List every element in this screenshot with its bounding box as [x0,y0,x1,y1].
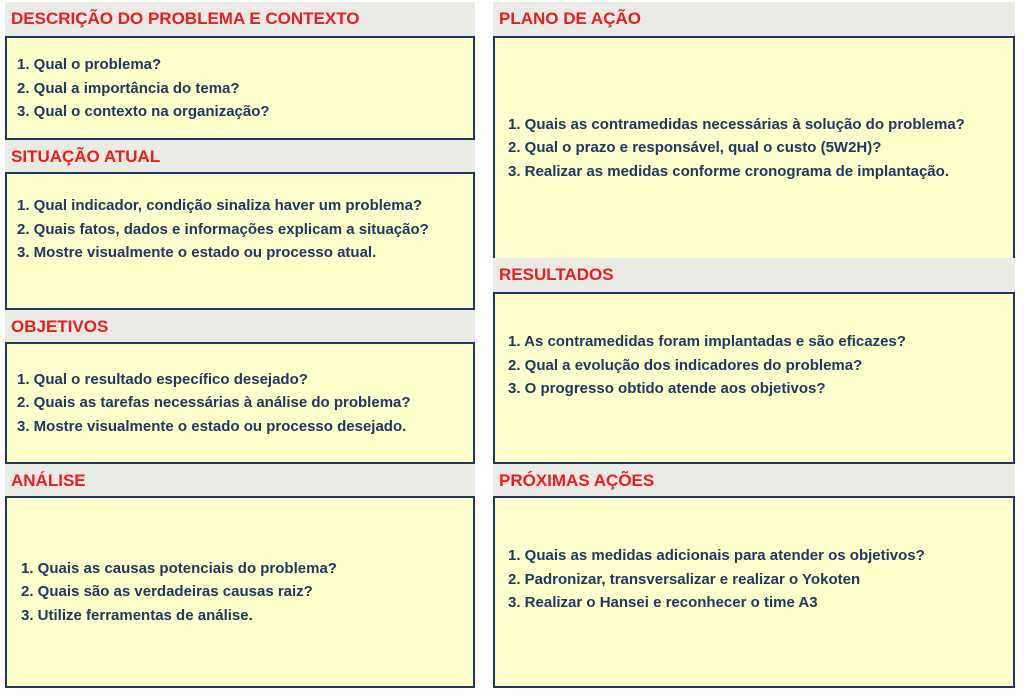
list-item: 1. As contramedidas foram implantadas e são eficazes? [508,333,906,350]
list-item: 1. Quais as contramedidas necessárias à solução do problema? [508,115,965,133]
list-item: 3. Utilize ferramentas de análise. [21,606,253,624]
section-header [493,2,1015,36]
next-actions-box [493,496,1015,688]
section-results [493,258,1015,292]
section-title: ANÁLISE [11,471,86,490]
list-item: 3. O progresso obtido atende aos objetivos? [508,380,826,397]
list-item: 2. Quais são as verdadeiras causas raiz? [21,583,313,601]
section-header [5,2,475,36]
objectives-box [5,342,475,464]
list-item: 3. Realizar as medidas conforme cronograma de implantação. [508,162,949,180]
section-problem-description [5,2,475,36]
section-title: OBJETIVOS [11,317,109,336]
results-box [493,292,1015,464]
section-title: PRÓXIMAS AÇÕES [499,471,655,490]
section-title: RESULTADOS [499,265,614,284]
section-analysis [5,464,475,498]
section-title: PLANO DE AÇÃO [499,9,641,28]
list-item: 2. Qual a importância do tema? [17,79,240,97]
list-item: 1. Qual o problema? [17,56,162,73]
section-objectives [5,310,475,344]
section-header [5,140,475,174]
section-action-plan [493,2,1015,36]
section-current-situation [5,140,475,174]
list-item: 2. Qual a evolução dos indicadores do problema? [508,356,863,374]
list-item: 3. Mostre visualmente o estado ou processo atual. [17,244,377,261]
list-item: 3. Mostre visualmente o estado ou processo desejado. [17,417,407,435]
list-item: 2. Quais fatos, dados e informações explicam a situação? [17,220,429,238]
section-header [493,258,1015,292]
list-item: 1. Qual o resultado específico desejado? [17,370,308,388]
list-item: 1. Quais as medidas adicionais para atender os objetivos? [508,547,925,564]
list-item: 1. Quais as causas potenciais do problema? [21,559,337,577]
section-next-actions [493,464,1015,498]
problem-description-box [5,36,475,140]
list-item: 3. Realizar o Hansei e reconhecer o time A3 [508,594,818,611]
analysis-box [5,496,475,688]
section-header [493,464,1015,498]
section-header [5,310,475,344]
list-item: 1. Qual indicador, condição sinaliza haver um problema? [17,197,423,214]
action-plan-box [493,36,1015,260]
list-item: 3. Qual o contexto na organização? [17,103,270,120]
section-title: DESCRIÇÃO DO PROBLEMA E CONTEXTO [11,9,360,28]
section-header [5,464,475,498]
list-item: 2. Qual o prazo e responsável, qual o custo (5W2H)? [508,139,882,157]
list-item: 2. Quais as tarefas necessárias à análise do problema? [17,394,411,412]
current-situation-box [5,172,475,310]
list-item: 2. Padronizar, transversalizar e realizar o Yokoten [508,570,861,588]
section-title: SITUAÇÃO ATUAL [11,147,161,166]
